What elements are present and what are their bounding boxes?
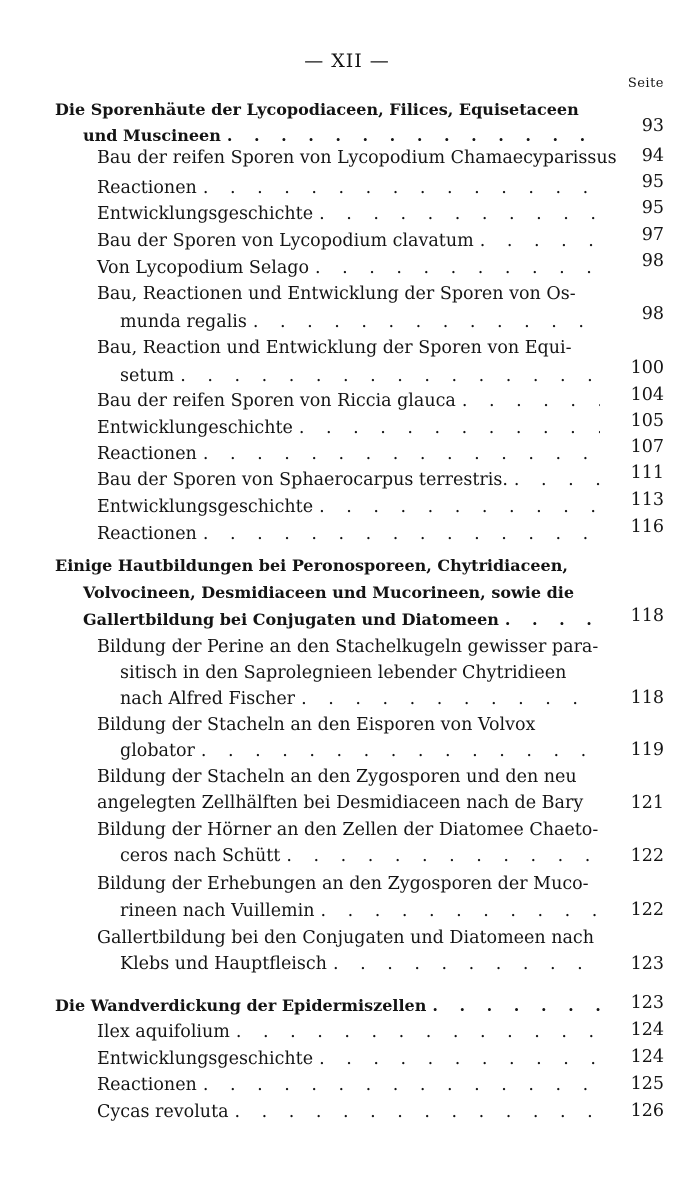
toc-page-number: 104 [630,385,664,405]
toc-heading-line: Die Wandverdickung der Epidermiszellen . . . [55,998,604,1014]
toc-entry-line: Reactionen . . . [97,526,604,544]
toc-page-number: 105 [630,411,664,431]
toc-page-number: 124 [630,1047,664,1067]
toc-entry-line: Bildung der Erhebungen an den Zygosporen der Muco- [97,874,589,894]
toc-page-number: 122 [630,900,664,920]
toc-page-number: 113 [630,490,664,510]
toc-page-number: 122 [630,846,664,866]
toc-page-number: 118 [630,606,664,626]
toc-entry-line: nach Alfred Fischer . . . [120,691,604,709]
toc-entry-line: Bau der reifen Sporen von Lycopodium Chamaecyparissus [97,148,617,168]
toc-entry-line: setum . . . [120,368,604,386]
toc-entry-line: angelegten Zellhälften bei Desmidiaceen nach de Bary [97,793,584,813]
toc-entry-line: Gallertbildung bei den Conjugaten und Diatomeen nach [97,928,594,948]
toc-entry-line: Bau der Sporen von Sphaerocarpus terrestris. . . . [97,472,604,490]
toc-page-number: 119 [630,740,664,760]
toc-page-number: 124 [630,1020,664,1040]
toc-entry-line: Reactionen . . . [97,180,604,198]
toc-entry-line: Bildung der Hörner an den Zellen der Diatomee Chaeto- [97,820,599,840]
toc-page-number: 118 [630,688,664,708]
toc-entry-line: globator . . . [120,743,604,761]
toc-entry-line: Bildung der Perine an den Stachelkugeln gewisser para- [97,637,599,657]
toc-page-number: 116 [630,517,664,537]
toc-entry-line: Klebs und Hauptfleisch . . . [120,956,604,974]
toc-heading-line: Einige Hautbildungen bei Peronosporeen, Chytridiaceen, [55,556,568,575]
toc-heading-line: und Muscineen . . . [83,128,604,144]
toc-entry-line: Bau der reifen Sporen von Riccia glauca . . . [97,393,604,411]
toc-entry-line: Cycas revoluta . . . [97,1104,604,1122]
toc-page-number: 126 [630,1101,664,1121]
toc-entry-line: Bau, Reactionen und Entwicklung der Sporen von Os- [97,284,576,304]
toc-entry-line: Entwicklungsgeschichte . . . [97,1051,604,1069]
toc-entry-line: ceros nach Schütt . . . [120,848,604,866]
toc-entry-line: Ilex aquifolium . . . [97,1024,604,1042]
toc-page-number: 125 [630,1074,664,1094]
toc-entry-line: Reactionen . . . [97,1077,604,1095]
toc-page-number: 121 [630,793,664,813]
toc-page-number: 95 [641,172,664,192]
toc-heading-line: Gallertbildung bei Conjugaten und Diatomeen . . . [83,612,604,628]
toc-page-number: 123 [630,993,664,1013]
toc-entry-line: Bau der Sporen von Lycopodium clavatum . . . [97,233,604,251]
toc-entry-line: Bau, Reaction und Entwicklung der Sporen von Equi- [97,338,572,358]
toc-entry-line: Bildung der Stacheln an den Eisporen von Volvox [97,715,536,735]
toc-page-number: 95 [641,198,664,218]
page-header-roman-numeral: — XII — [304,50,390,72]
toc-entry-line: rineen nach Vuillemin . . . [120,903,604,921]
toc-entry-line: sitisch in den Saprolegnieen lebender Chytridieen [120,663,567,683]
toc-entry-line: Von Lycopodium Selago . . . [97,260,604,278]
toc-page-number: 123 [630,954,664,974]
toc-entry-line: Bildung der Stacheln an den Zygosporen und den neu [97,767,577,787]
toc-page-number: 107 [630,437,664,457]
toc-page-number: 98 [641,251,664,271]
page-column-label: Seite [627,76,664,91]
toc-page-number: 111 [630,463,664,483]
toc-heading-line: Die Sporenhäute der Lycopodiaceen, Filices, Equisetaceen [55,100,579,119]
toc-entry-line: munda regalis . . . [120,314,604,332]
toc-page-number: 94 [641,146,664,166]
toc-entry-line: Entwicklungeschichte . . . [97,420,604,438]
toc-page-number: 93 [641,116,664,136]
toc-entry-line: Entwicklungsgeschichte . . . [97,206,604,224]
toc-page-number: 98 [641,304,664,324]
toc-entry-line: Reactionen . . . [97,446,604,464]
toc-page-number: 97 [641,225,664,245]
toc-heading-line: Volvocineen, Desmidiaceen und Mucorineen, sowie die [83,583,575,602]
toc-page-number: 100 [630,358,664,378]
toc-entry-line: Entwicklungsgeschichte . . . [97,499,604,517]
